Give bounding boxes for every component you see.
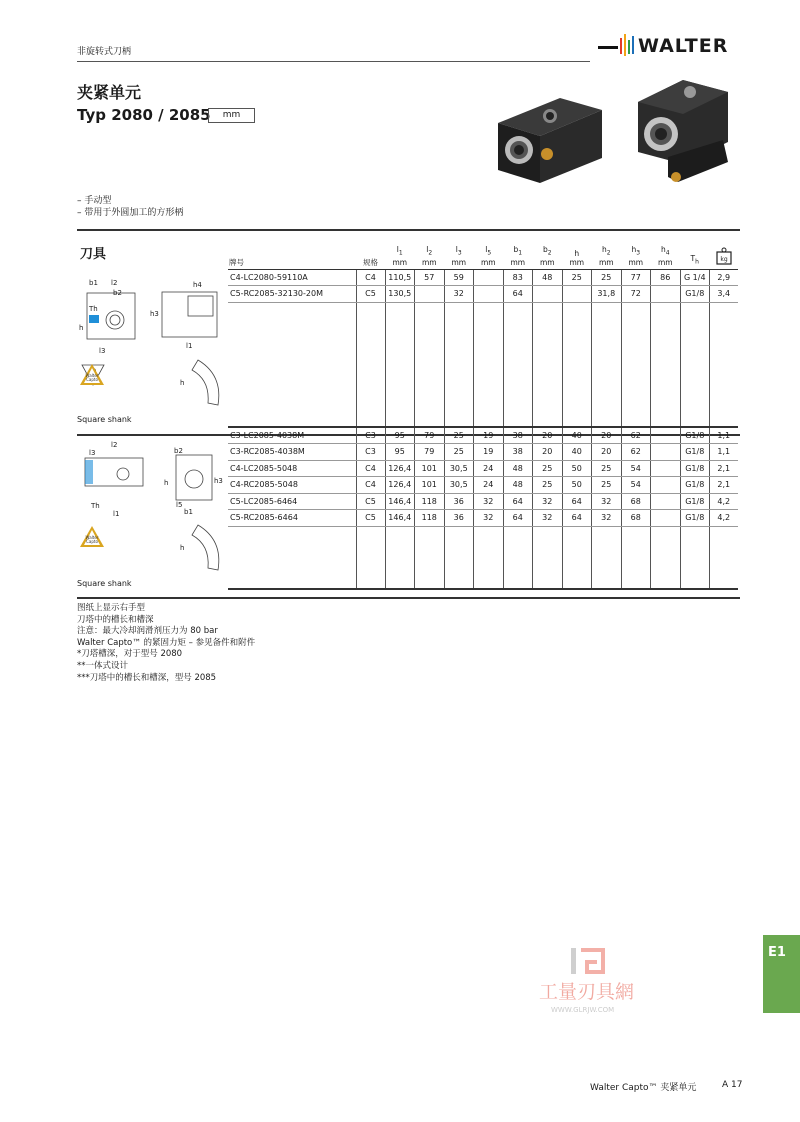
cell-weight: 1,1 (710, 444, 738, 461)
walter-capto-icon (79, 525, 105, 551)
cell-value: 64 (562, 510, 592, 527)
col-header-h2: $h_2$ mm (592, 245, 622, 269)
cell-spec: C4 (356, 477, 385, 494)
label-l1-g2: l1 (113, 510, 120, 518)
cell-spec: C3 (356, 427, 385, 444)
cell-designation: C4-LC2080-59110A (228, 269, 356, 286)
watermark (537, 946, 677, 1021)
walter-capto-icon (79, 363, 105, 389)
cell-value: 31,8 (592, 286, 622, 303)
cell-value: 64 (562, 493, 592, 510)
cell-spec: C4 (356, 269, 385, 286)
table-filler-row (228, 526, 738, 589)
cell-value: 30,5 (444, 477, 474, 494)
col-header-kg (710, 245, 738, 269)
table-row (228, 510, 738, 527)
cell-value: 64 (503, 510, 533, 527)
cell-value (651, 444, 681, 461)
note-item: 注意：最大冷却润滑剂压力为 80 bar (77, 626, 218, 637)
label-h4: h4 (193, 281, 202, 289)
cell-designation: C4-RC2085-5048 (228, 477, 356, 494)
cell-value (651, 460, 681, 477)
note-item: 刀塔中的槽长和槽深 (77, 614, 154, 625)
col-header-h: h mm (562, 245, 592, 269)
diagram-group2-side (160, 445, 228, 515)
cell-value: 72 (621, 286, 651, 303)
watermark-url: WWW.GLRJW.COM (551, 1006, 615, 1014)
label-l2-g2: l2 (111, 441, 118, 449)
unit-badge: mm (208, 108, 255, 123)
cell-weight: 2,1 (710, 460, 738, 477)
col-header-name: 牌号 (228, 245, 356, 269)
cell-value: G1/8 (680, 493, 710, 510)
cell-spec: C3 (356, 444, 385, 461)
cell-value: 48 (533, 269, 563, 286)
walter-logo (598, 32, 740, 60)
cell-value: 54 (621, 477, 651, 494)
cell-value: 32 (444, 286, 474, 303)
cell-value: 59 (444, 269, 474, 286)
cell-value: 32 (474, 510, 504, 527)
cell-value: G1/8 (680, 477, 710, 494)
cell-value: 68 (621, 510, 651, 527)
table-row (228, 444, 738, 461)
cell-weight: 4,2 (710, 493, 738, 510)
capto-label-bottom: Capto (86, 539, 98, 544)
cell-designation: C4-LC2085-5048 (228, 460, 356, 477)
feature-list (77, 195, 183, 219)
cell-value: 77 (621, 269, 651, 286)
table-row (228, 493, 738, 510)
label-b1-g2: b1 (184, 508, 193, 515)
col-header-h4: $h_4$ mm (651, 245, 681, 269)
cell-value: 48 (503, 477, 533, 494)
cell-value (651, 510, 681, 527)
cell-value: 25 (592, 460, 622, 477)
product-photo-2085 (628, 72, 740, 197)
cell-value (651, 427, 681, 444)
cell-value: 20 (533, 427, 563, 444)
cell-value: 36 (444, 510, 474, 527)
cell-value: G1/8 (680, 286, 710, 303)
cell-value: 126,4 (385, 477, 415, 494)
cell-value: G1/8 (680, 460, 710, 477)
cell-value: G 1/4 (680, 269, 710, 286)
cell-value: 20 (533, 444, 563, 461)
label-th: Th (89, 305, 98, 313)
cell-value: 79 (415, 444, 445, 461)
label-b2-g2: b2 (174, 447, 183, 455)
note-item: 图纸上显示右手型 (77, 603, 146, 613)
table-row (228, 286, 738, 303)
cell-value: 32 (592, 493, 622, 510)
table-row (228, 427, 738, 444)
cell-value: 24 (474, 477, 504, 494)
cell-weight: 2,1 (710, 477, 738, 494)
cell-value: 40 (562, 444, 592, 461)
cell-value (651, 286, 681, 303)
cell-value (651, 493, 681, 510)
cell-value: 25 (592, 269, 622, 286)
cell-spec: C4 (356, 460, 385, 477)
cell-value: 118 (415, 510, 445, 527)
page-title: 夹紧单元 (77, 83, 142, 102)
table-row (228, 460, 738, 477)
col-header-b2: $b_2$ mm (533, 245, 563, 269)
cell-value: 19 (474, 444, 504, 461)
cell-value: 64 (503, 286, 533, 303)
cell-value: 25 (562, 269, 592, 286)
label-th-g2: Th (91, 502, 100, 510)
cell-value: 54 (621, 460, 651, 477)
col-header-h3: $h_3$ mm (621, 245, 651, 269)
cell-designation: C3-LC2085-4038M (228, 427, 356, 444)
cell-value (474, 286, 504, 303)
cell-value: 32 (533, 493, 563, 510)
cell-value: 36 (444, 493, 474, 510)
watermark-text: 工量刃具網 (539, 981, 635, 1003)
cell-value: 25 (533, 477, 563, 494)
label-h-groove2: h (180, 544, 185, 552)
note-item: ***刀塔中的槽长和槽深，型号 2085 (77, 672, 217, 683)
cell-value: 25 (533, 460, 563, 477)
col-header-l2: $l_2$ mm (415, 245, 445, 269)
cell-value: 19 (474, 427, 504, 444)
col-header-b1: $b_1$ mm (503, 245, 533, 269)
cell-value: 110,5 (385, 269, 415, 286)
cell-designation: C5-LC2085-6464 (228, 493, 356, 510)
cell-value: 40 (562, 427, 592, 444)
table-header-row (228, 245, 738, 269)
label-h: h (79, 324, 84, 332)
product-photo-2080 (490, 78, 610, 188)
cell-value: 64 (503, 493, 533, 510)
diagram-group2-groove (178, 520, 228, 575)
cell-value: 32 (533, 510, 563, 527)
cell-value: 126,4 (385, 460, 415, 477)
watermark-logo-icon (537, 946, 677, 1021)
table-row (228, 477, 738, 494)
cell-value: 83 (503, 269, 533, 286)
cell-value: 79 (415, 427, 445, 444)
section-title: 刀具 (80, 247, 107, 262)
cell-value: 146,4 (385, 493, 415, 510)
label-b2: b2 (113, 289, 122, 297)
cell-value: 86 (651, 269, 681, 286)
feature-item: – 手动型 (77, 196, 112, 206)
note-item: Walter Capto™ 的紧固力矩 – 参见备件和附件 (77, 637, 256, 648)
capto-label-top: Walter (85, 535, 99, 540)
cell-value: 24 (474, 460, 504, 477)
cell-value: G1/8 (680, 427, 710, 444)
label-l2: l2 (111, 279, 118, 287)
cell-spec: C5 (356, 493, 385, 510)
cell-weight: 3,4 (710, 286, 738, 303)
cell-spec: C5 (356, 510, 385, 527)
cell-value: 32 (592, 510, 622, 527)
cell-value: 95 (385, 427, 415, 444)
brand-name: WALTER (638, 35, 729, 57)
square-shank-label: Square shank (77, 415, 132, 424)
label-l3: l3 (99, 347, 106, 355)
cell-value: 20 (592, 427, 622, 444)
cell-weight: 2,9 (710, 269, 738, 286)
diagram-group1-groove (178, 355, 228, 410)
spec-table (228, 245, 738, 590)
weight-icon-label: kg (719, 255, 728, 263)
section-divider (77, 229, 740, 231)
cell-value: G1/8 (680, 510, 710, 527)
cell-value: 62 (621, 444, 651, 461)
section-tab[interactable]: E1 (763, 935, 800, 1013)
cell-value: 25 (444, 427, 474, 444)
label-h-g2: h (164, 479, 169, 487)
cell-value: 25 (592, 477, 622, 494)
group-divider (77, 597, 740, 599)
col-header-l5: $l_5$ mm (474, 245, 504, 269)
col-header-th: $T_h$ (680, 245, 710, 269)
cell-value (474, 269, 504, 286)
cell-value: 50 (562, 460, 592, 477)
cell-value: 48 (503, 460, 533, 477)
cell-value: 25 (444, 444, 474, 461)
label-l5-g2: l5 (176, 501, 183, 509)
notes (77, 603, 255, 684)
cell-value: 20 (592, 444, 622, 461)
table-row (228, 269, 738, 286)
cell-weight: 1,1 (710, 427, 738, 444)
weight-icon (716, 247, 732, 265)
cell-value (415, 286, 445, 303)
col-header-l3: $l_3$ mm (444, 245, 474, 269)
cell-value: 146,4 (385, 510, 415, 527)
page-subtitle: Typ 2080 / 2085 (77, 106, 211, 124)
capto-label-top: Walter (85, 373, 99, 378)
cell-value (533, 286, 563, 303)
cell-value: 32 (474, 493, 504, 510)
col-header-l1: $l_1$ mm (385, 245, 415, 269)
cell-designation: C3-RC2085-4038M (228, 444, 356, 461)
cell-value: 62 (621, 427, 651, 444)
header-rule (77, 61, 590, 62)
note-item: *刀塔槽深，对于型号 2080 (77, 649, 183, 660)
cell-value: 130,5 (385, 286, 415, 303)
note-item: **一体式设计 (77, 660, 129, 671)
diagram-group2-front (77, 438, 157, 523)
cell-designation: C5-RC2085-32130-20M (228, 286, 356, 303)
cell-value: 50 (562, 477, 592, 494)
table-filler-row (228, 302, 738, 427)
cell-designation: C5-RC2085-6464 (228, 510, 356, 527)
cell-value: 68 (621, 493, 651, 510)
cell-value: 95 (385, 444, 415, 461)
label-l1: l1 (186, 342, 193, 350)
page-number: A 17 (722, 1080, 743, 1090)
diagram-group1-side (148, 278, 228, 353)
cell-value: 30,5 (444, 460, 474, 477)
cell-value: 57 (415, 269, 445, 286)
cell-value: 38 (503, 444, 533, 461)
cell-value: 101 (415, 460, 445, 477)
label-b1: b1 (89, 279, 98, 287)
capto-label-bottom: Capto (86, 377, 98, 382)
label-h3: h3 (150, 310, 159, 318)
footer-title: Walter Capto™ 夹紧单元 (590, 1083, 697, 1093)
feature-item: – 带用于外圆加工的方形柄 (77, 208, 184, 218)
cell-value: 38 (503, 427, 533, 444)
cell-spec: C5 (356, 286, 385, 303)
cell-value: G1/8 (680, 444, 710, 461)
label-l3-g2: l3 (89, 449, 96, 457)
label-h-groove: h (180, 379, 185, 387)
label-h3-g2: h3 (214, 477, 223, 485)
cell-weight: 4,2 (710, 510, 738, 527)
cell-value: 101 (415, 477, 445, 494)
col-header-spec: 规格 (356, 245, 385, 269)
cell-value: 118 (415, 493, 445, 510)
header-category: 非旋转式刀柄 (77, 47, 132, 57)
cell-value (562, 286, 592, 303)
cell-value (651, 477, 681, 494)
square-shank-label: Square shank (77, 579, 132, 588)
